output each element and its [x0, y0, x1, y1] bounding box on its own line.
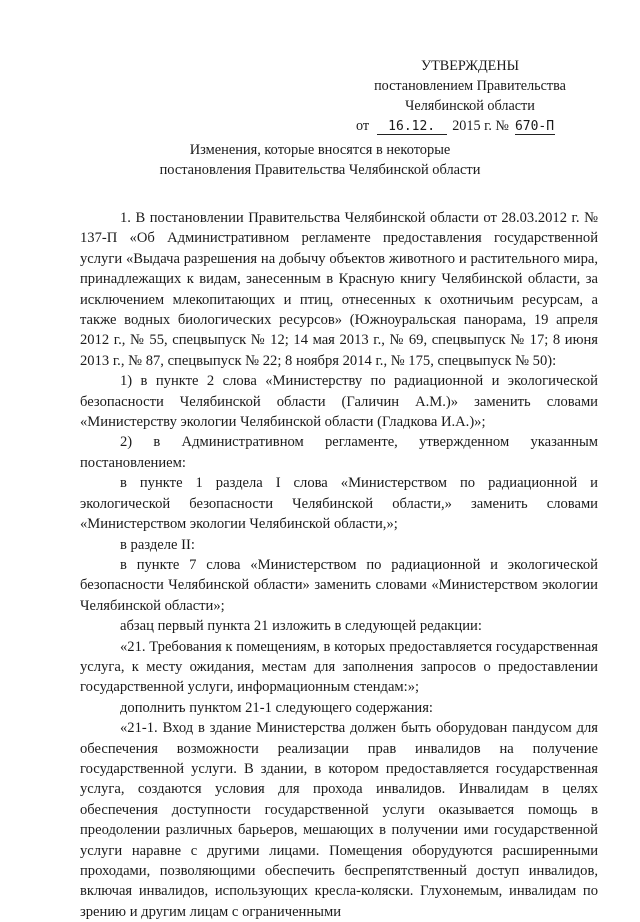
paragraph-9: дополнить пунктом 21-1 следующего содержания:: [120, 699, 433, 716]
approval-date-prefix: от: [356, 118, 370, 134]
approval-date-handwritten: 16.12.: [377, 119, 447, 135]
approval-line-2: Челябинской области: [405, 98, 535, 114]
approval-year-text: 2015 г. №: [452, 118, 509, 134]
approval-heading: УТВЕРЖДЕНЫ: [421, 58, 519, 74]
approval-number-handwritten: 670-П: [514, 119, 555, 134]
paragraph-3: 2) в Административном регламенте, утвержденном указанным постановлением:: [80, 434, 598, 471]
document-title: [40, 140, 600, 180]
approval-date-line: [350, 116, 590, 136]
paragraph-8: «21. Требования к помещениям, в которых предоставляется государственная услуга, к месту ожидания, местам для заполнения запросов о предоставлении государственной услуги, информационным стендам:»;: [80, 638, 598, 696]
title-line-2: постановления Правительства Челябинской области: [159, 162, 481, 178]
document-body: [80, 208, 598, 922]
paragraph-7: абзац первый пункта 21 изложить в следующей редакции:: [120, 618, 482, 635]
title-line-1: Изменения, которые вносятся в некоторые: [189, 142, 451, 158]
paragraph-4: в пункте 1 раздела I слова «Министерством по радиационной и экологической безопасности Челябинской области,» заменить словами «Министерством экологии Челябинской области,»;: [80, 475, 598, 533]
paragraph-6: в пункте 7 слова «Министерством по радиационной и экологической безопасности Челябинской области» заменить словами «Министерством экологии Челябинской области»;: [80, 556, 598, 614]
paragraph-10: «21-1. Вход в здание Министерства должен быть оборудован пандусом для обеспечения возможности реализации прав инвалидов на получение государственной услуги. В здании, в котором предоставляется государственная услуга, создаются условия для прохода инвалидов. Инвалидам в целях обеспечения доступности государственной услуги оказывается помощь в преодолении различных барьеров, мешающих в получении ими государственной услуги наравне с другими лицами. Помещения оборудуются расширенными проходами, позволяющими обеспечить беспрепятственный доступ инвалидов, включая инвалидов, использующих кресла-коляски. Глухонемым, инвалидам по зрению и другим лицам с ограниченными: [80, 720, 598, 920]
approval-line-1: постановлением Правительства: [374, 78, 566, 94]
approval-stamp-block: [350, 56, 590, 136]
paragraph-1: 1. В постановлении Правительства Челябинской области от 28.03.2012 г. № 137-П «Об Административном регламенте предоставления государственной услуги «Выдача разрешения на добычу объектов животного и растительного мира, принадлежащих к видам, занесенным в Красную книгу Челябинской области, за исключением млекопитающих и птиц, отнесенных к охотничьим ресурсам, а также водных биологических ресурсов» (Южноуральская панорама, 19 апреля 2012 г., № 55, спецвыпуск № 12; 14 мая 2013 г., № 69, спецвыпуск № 17; 8 июня 2013 г., № 87, спецвыпуск № 22; 8 ноября 2014 г., № 175, спецвыпуск № 50):: [80, 210, 598, 369]
paragraph-2: 1) в пункте 2 слова «Министерству по радиационной и экологической безопасности Челябинской области (Галичин А.М.)» заменить словами «Министерству экологии Челябинской области (Гладкова И.А.)»;: [80, 373, 598, 431]
paragraph-5: в разделе II:: [120, 536, 195, 553]
